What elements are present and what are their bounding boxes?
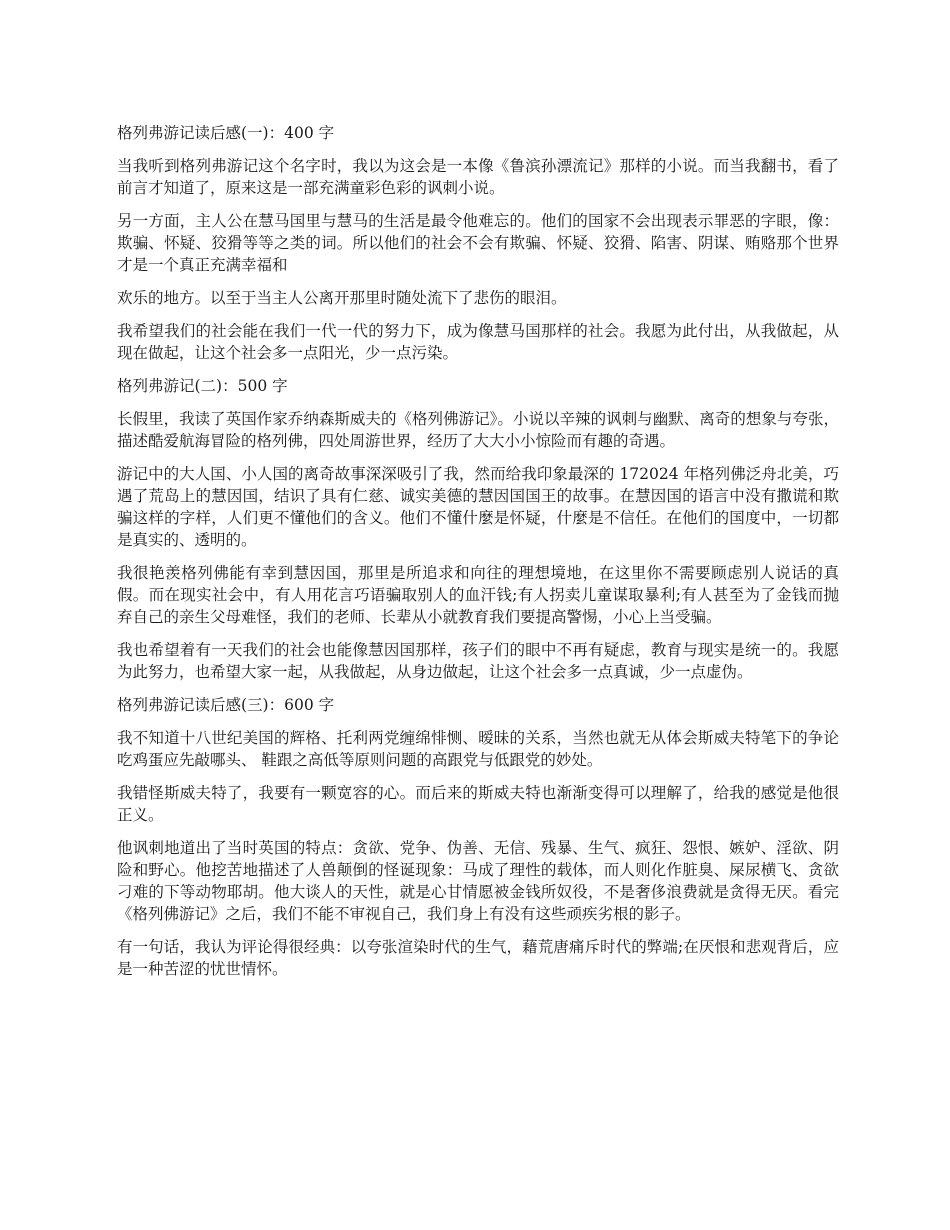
paragraph: 我希望我们的社会能在我们一代一代的努力下，成为像慧马国那样的社会。我愿为此付出，从我做起，从现在做起，让这个社会多一点阳光，少一点污染。 <box>117 322 839 362</box>
paragraph: 长假里，我读了英国作家乔纳森斯威夫的《格列佛游记》。小说以辛辣的讽刺与幽默、离奇的想象与夸张，描述酷爱航海冒险的格列佛，四处周游世界，经历了大大小小惊险而有趣的奇遇。 <box>117 410 839 450</box>
paragraph: 我也希望着有一天我们的社会也能像慧因国那样，孩子们的眼中不再有疑虑，教育与现实是统一的。我愿为此努力，也希望大家一起，从我做起，从身边做起，让这个社会多一点真诚，少一点虚伪。 <box>117 641 839 681</box>
paragraph: 另一方面，主人公在慧马国里与慧马的生活是最令他难忘的。他们的国家不会出现表示罪恶的字眼，像：欺骗、怀疑、狡猾等等之类的词。所以他们的社会不会有欺骗、怀疑、狡猾、陷害、阴谋、贿赂那个世界才是一个真正充满幸福和 <box>117 212 839 274</box>
section-heading-3: 格列弗游记读后感(三)：600 字 <box>117 696 335 714</box>
section-heading-1: 格列弗游记读后感(一)：400 字 <box>117 124 335 142</box>
paragraph: 当我听到格列弗游记这个名字时，我以为这会是一本像《鲁滨孙漂流记》那样的小说。而当我翻书，看了前言才知道了，原来这是一部充满童彩色彩的讽刺小说。 <box>117 157 839 197</box>
paragraph: 我错怪斯威夫特了，我要有一颗宽容的心。而后来的斯威夫特也渐渐变得可以理解了，给我的感觉是他很正义。 <box>117 784 839 824</box>
paragraph: 游记中的大人国、小人国的离奇故事深深吸引了我，然而给我印象最深的 172024 年格列佛泛舟北美，巧遇了荒岛上的慧因国，结识了具有仁慈、诚实美德的慧因国国王的故事。在慧因国的语言中没有撒谎和欺骗这样的字样，人们更不懂他们的含义。他们不懂什麼是怀疑，什麼是不信任。在他们的国度中，一切都是真实的、透明的。 <box>117 465 839 549</box>
document-page <box>117 122 839 991</box>
paragraph: 我很艳羡格列佛能有幸到慧因国，那里是所追求和向往的理想境地，在这里你不需要顾虑别人说话的真假。而在现实社会中，有人用花言巧语骗取别人的血汗钱;有人拐卖儿童谋取暴利;有人甚至为了金钱而抛弃自己的亲生父母难怪，我们的老师、长辈从小就教育我们要提高警惕，小心上当受骗。 <box>117 564 839 626</box>
section-heading-2: 格列弗游记(二)：500 字 <box>117 377 288 395</box>
paragraph: 我不知道十八世纪美国的辉格、托利两党缠绵悱恻、暧昧的关系，当然也就无从体会斯威夫特笔下的争论吃鸡蛋应先敲哪头、 鞋跟之高低等原则问题的高跟党与低跟党的妙处。 <box>117 729 839 769</box>
paragraph: 有一句话，我认为评论得很经典：以夸张渲染时代的生气，藉荒唐痛斥时代的弊端;在厌恨和悲观背后，应是一种苦涩的忧世情怀。 <box>117 938 839 978</box>
paragraph: 他讽刺地道出了当时英国的特点：贪欲、党争、伪善、无信、残暴、生气、疯狂、怨恨、嫉妒、淫欲、阴险和野心。他挖苦地描述了人兽颠倒的怪诞现象：马成了理性的载体，而人则化作脏臭、屎尿横飞、贪欲刁难的下等动物耶胡。他大谈人的天性，就是心甘情愿被金钱所奴役，不是奢侈浪费就是贪得无厌。看完《格列佛游记》之后，我们不能不审视自己，我们身上有没有这些顽疾劣根的影子。 <box>117 839 839 923</box>
paragraph: 欢乐的地方。以至于当主人公离开那里时随处流下了悲伤的眼泪。 <box>117 289 567 307</box>
